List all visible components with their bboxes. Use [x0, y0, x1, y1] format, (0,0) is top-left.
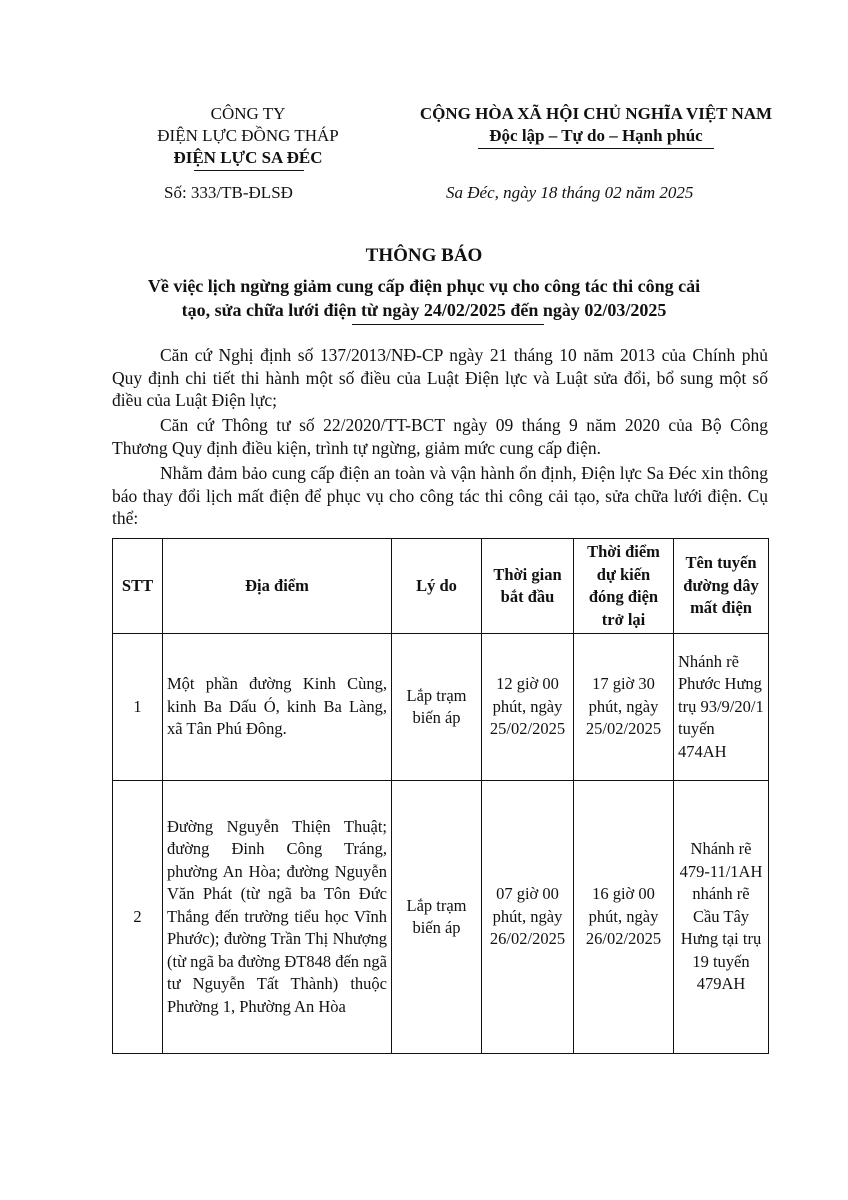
cell-restore-time: 17 giờ 30 phút, ngày 25/02/2025 — [574, 634, 674, 781]
outage-schedule-table — [112, 538, 769, 1054]
motto-underline — [478, 148, 714, 149]
cell-location: Một phần đường Kinh Cùng, kinh Ba Dấu Ó, kinh Ba Làng, xã Tân Phú Đông. — [163, 634, 392, 781]
company-name: CÔNG TY — [210, 104, 286, 123]
company-parent: ĐIỆN LỰC ĐỒNG THÁP — [157, 126, 339, 145]
table-row — [113, 781, 769, 1054]
header-restore-time: Thời điểm dự kiến đóng điện trở lại — [574, 539, 674, 634]
notice-title: THÔNG BÁO — [365, 245, 483, 266]
cell-reason: Lắp trạm biến áp — [392, 634, 482, 781]
cell-start-time: 07 giờ 00 phút, ngày 26/02/2025 — [482, 781, 574, 1054]
place-date: Sa Đéc, ngày 18 tháng 02 năm 2025 — [446, 183, 694, 202]
paragraph-legal-basis-1: Căn cứ Nghị định số 137/2013/NĐ-CP ngày 21 tháng 10 năm 2013 của Chính phủ Quy định chi tiết thi hành một số điều của Luật Điện lực và Luật sửa đổi, bổ sung một số điều của Luật Điện lực; — [112, 345, 768, 410]
nation-block — [396, 103, 796, 147]
cell-start-time: 12 giờ 00 phút, ngày 25/02/2025 — [482, 634, 574, 781]
cell-restore-time: 16 giờ 00 phút, ngày 26/02/2025 — [574, 781, 674, 1054]
header-stt: STT — [113, 539, 163, 634]
paragraph-legal-basis-2: Căn cứ Thông tư số 22/2020/TT-BCT ngày 09 tháng 9 năm 2020 của Bộ Công Thương Quy định điều kiện, trình tự ngừng, giảm mức cung cấp điện. — [112, 415, 768, 458]
document-number: Số: 333/TB-ĐLSĐ — [164, 183, 293, 202]
table-row — [113, 634, 769, 781]
header-start-time: Thời gian bắt đầu — [482, 539, 574, 634]
notice-subtitle-line1: Về việc lịch ngừng giảm cung cấp điện phục vụ cho công tác thi công cải — [147, 276, 701, 296]
subtitle-underline — [352, 324, 544, 325]
header-power-line: Tên tuyến đường dây mất điện — [674, 539, 769, 634]
cell-reason: Lắp trạm biến áp — [392, 781, 482, 1054]
header-location: Địa điểm — [163, 539, 392, 634]
cell-stt: 1 — [113, 634, 163, 781]
header-reason: Lý do — [392, 539, 482, 634]
table-header-row — [113, 539, 769, 634]
company-block — [138, 103, 358, 169]
cell-location: Đường Nguyễn Thiện Thuật; đường Đinh Công Tráng, phường An Hòa; đường Nguyễn Văn Phát (từ ngã ba Tôn Đức Thắng đến trường tiểu học Vĩnh Phước); đường Trần Thị Nhượng (từ ngã ba đường ĐT848 đến ngã tư Nguyễn Tất Thành) thuộc Phường 1, Phường An Hòa — [163, 781, 392, 1054]
cell-stt: 2 — [113, 781, 163, 1054]
cell-power-line: Nhánh rẽ 479-11/1AH nhánh rẽ Cầu Tây Hưng tại trụ 19 tuyến 479AH — [674, 781, 769, 1054]
notice-subtitle-line2: tạo, sửa chữa lưới điện từ ngày 24/02/2025 đến ngày 02/03/2025 — [181, 300, 667, 320]
company-unit: ĐIỆN LỰC SA ĐÉC — [173, 148, 323, 167]
paragraph-purpose: Nhằm đảm bảo cung cấp điện an toàn và vận hành ổn định, Điện lực Sa Đéc xin thông báo thay đổi lịch mất điện để phục vụ cho công tác thi công cải tạo, sửa chữa lưới điện. Cụ thể: — [112, 463, 768, 528]
cell-power-line: Nhánh rẽ Phước Hưng trụ 93/9/20/1 tuyến 474AH — [674, 634, 769, 781]
nation-title: CỘNG HÒA XÃ HỘI CHỦ NGHĨA VIỆT NAM — [419, 104, 773, 123]
nation-motto: Độc lập – Tự do – Hạnh phúc — [489, 126, 703, 145]
company-underline — [194, 170, 304, 171]
